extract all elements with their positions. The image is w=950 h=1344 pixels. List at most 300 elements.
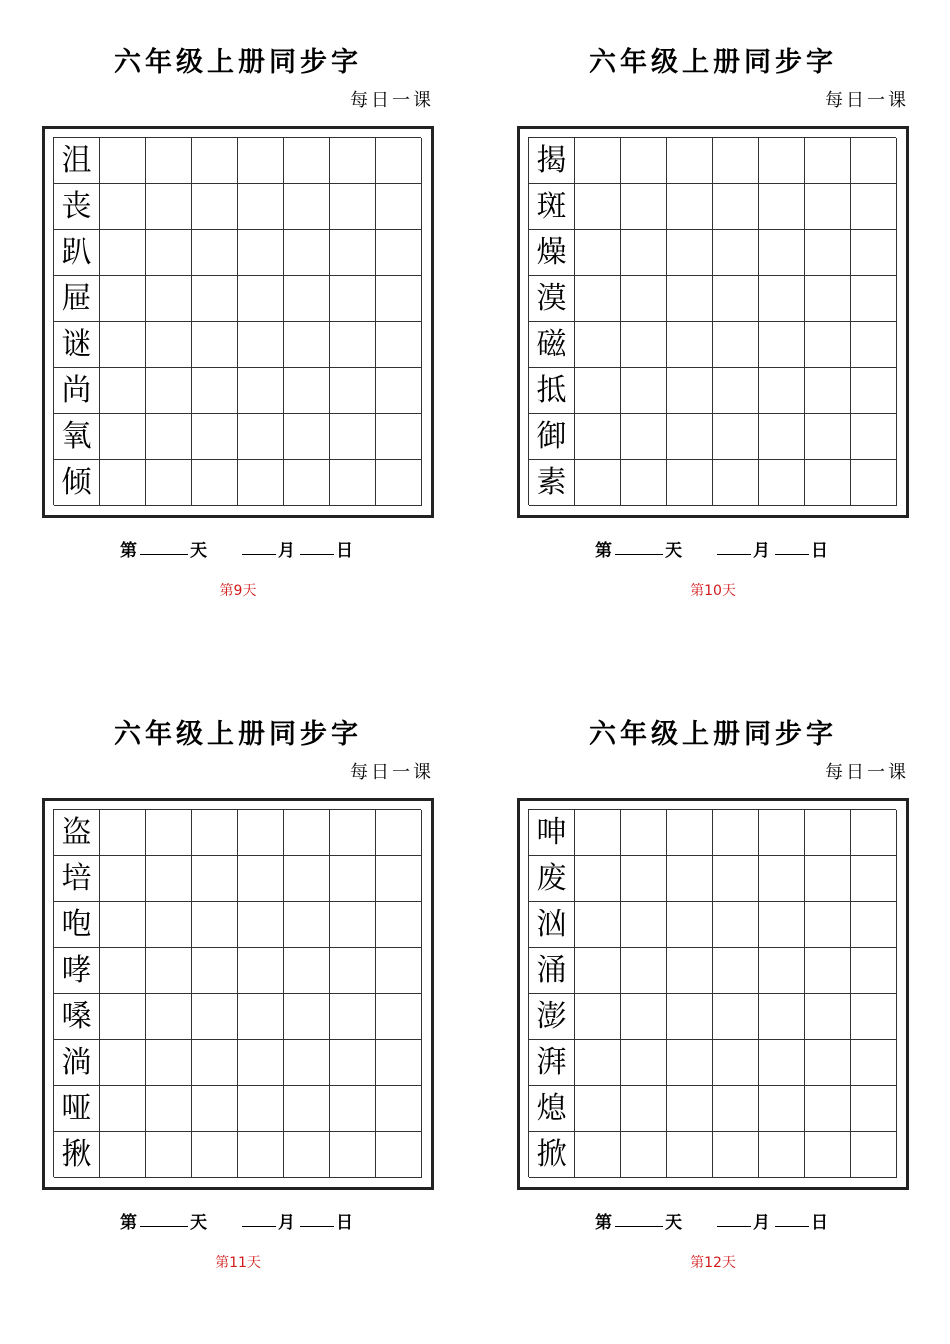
- practice-cell[interactable]: [759, 810, 805, 856]
- model-character: 沮: [54, 138, 100, 184]
- practice-cell[interactable]: [575, 810, 621, 856]
- day-label: 第11天: [215, 1255, 261, 1271]
- practice-cell[interactable]: [575, 856, 621, 902]
- practice-cell[interactable]: [376, 994, 422, 1040]
- practice-cell[interactable]: [330, 460, 376, 506]
- worksheet-day-10: [517, 0, 909, 620]
- practice-cell[interactable]: [146, 276, 192, 322]
- practice-cell[interactable]: [851, 1086, 897, 1132]
- practice-cell[interactable]: [621, 138, 667, 184]
- practice-cell[interactable]: [851, 994, 897, 1040]
- practice-cell[interactable]: [759, 322, 805, 368]
- date-label: 日: [811, 1213, 828, 1233]
- practice-cell[interactable]: [621, 230, 667, 276]
- practice-cell[interactable]: [238, 414, 284, 460]
- practice-cell[interactable]: [575, 368, 621, 414]
- practice-cell[interactable]: [851, 414, 897, 460]
- practice-cell[interactable]: [100, 902, 146, 948]
- model-character: 抵: [529, 368, 575, 414]
- day-prefix: 第: [120, 541, 137, 561]
- date-blank: [300, 536, 334, 555]
- practice-cell[interactable]: [146, 460, 192, 506]
- practice-cell[interactable]: [759, 368, 805, 414]
- practice-cell[interactable]: [759, 414, 805, 460]
- practice-cell[interactable]: [667, 856, 713, 902]
- practice-cell[interactable]: [667, 1086, 713, 1132]
- model-character: 熄: [529, 1086, 575, 1132]
- practice-cell[interactable]: [330, 810, 376, 856]
- model-character: 掀: [529, 1132, 575, 1178]
- practice-cell[interactable]: [192, 368, 238, 414]
- day-suffix: 天: [665, 541, 682, 561]
- date-blank: [300, 1208, 334, 1227]
- worksheet-day-9: [42, 0, 434, 620]
- practice-cell[interactable]: [100, 322, 146, 368]
- practice-cell[interactable]: [284, 184, 330, 230]
- practice-cell[interactable]: [621, 184, 667, 230]
- practice-cell[interactable]: [621, 368, 667, 414]
- sheet-title: 六年级上册同步字: [589, 719, 837, 750]
- practice-cell[interactable]: [575, 460, 621, 506]
- day-label: 第9天: [219, 583, 257, 599]
- practice-cell[interactable]: [805, 138, 851, 184]
- practice-cell[interactable]: [238, 184, 284, 230]
- month-blank: [717, 1208, 751, 1227]
- practice-cell[interactable]: [621, 276, 667, 322]
- practice-cell[interactable]: [284, 276, 330, 322]
- practice-cell[interactable]: [575, 902, 621, 948]
- practice-cell[interactable]: [621, 1086, 667, 1132]
- practice-cell[interactable]: [575, 138, 621, 184]
- practice-cell[interactable]: [192, 902, 238, 948]
- practice-cell[interactable]: [330, 184, 376, 230]
- practice-cell[interactable]: [667, 902, 713, 948]
- practice-cell[interactable]: [759, 994, 805, 1040]
- practice-cell[interactable]: [376, 322, 422, 368]
- practice-cell[interactable]: [376, 414, 422, 460]
- model-character: 哑: [54, 1086, 100, 1132]
- day-label: 第10天: [690, 583, 736, 599]
- practice-cell[interactable]: [575, 184, 621, 230]
- practice-cell[interactable]: [284, 1086, 330, 1132]
- practice-grid-frame: [42, 126, 434, 518]
- practice-cell[interactable]: [713, 368, 759, 414]
- practice-cell[interactable]: [575, 276, 621, 322]
- practice-cell[interactable]: [284, 368, 330, 414]
- practice-grid: [53, 137, 421, 505]
- practice-cell[interactable]: [100, 184, 146, 230]
- practice-cell[interactable]: [667, 138, 713, 184]
- practice-cell[interactable]: [146, 810, 192, 856]
- practice-cell[interactable]: [713, 1040, 759, 1086]
- model-character: 湃: [529, 1040, 575, 1086]
- model-character: 倾: [54, 460, 100, 506]
- practice-cell[interactable]: [759, 1086, 805, 1132]
- practice-cell[interactable]: [713, 994, 759, 1040]
- practice-cell[interactable]: [146, 1086, 192, 1132]
- practice-cell[interactable]: [713, 184, 759, 230]
- practice-cell[interactable]: [192, 994, 238, 1040]
- practice-cell[interactable]: [376, 856, 422, 902]
- practice-cell[interactable]: [330, 138, 376, 184]
- practice-cell[interactable]: [100, 810, 146, 856]
- practice-cell[interactable]: [759, 184, 805, 230]
- day-blank: [615, 536, 663, 555]
- practice-cell[interactable]: [805, 810, 851, 856]
- practice-cell[interactable]: [100, 1040, 146, 1086]
- practice-cell[interactable]: [667, 460, 713, 506]
- practice-cell[interactable]: [192, 230, 238, 276]
- model-character: 屉: [54, 276, 100, 322]
- date-blank: [775, 1208, 809, 1227]
- practice-cell[interactable]: [759, 856, 805, 902]
- practice-cell[interactable]: [284, 138, 330, 184]
- practice-cell[interactable]: [284, 902, 330, 948]
- practice-cell[interactable]: [667, 276, 713, 322]
- practice-cell[interactable]: [100, 948, 146, 994]
- day-blank: [615, 1208, 663, 1227]
- practice-cell[interactable]: [621, 856, 667, 902]
- practice-cell[interactable]: [805, 1086, 851, 1132]
- practice-cell[interactable]: [192, 948, 238, 994]
- practice-cell[interactable]: [805, 184, 851, 230]
- practice-grid: [528, 809, 896, 1177]
- day-suffix: 天: [190, 541, 207, 561]
- practice-cell[interactable]: [330, 414, 376, 460]
- practice-cell[interactable]: [330, 276, 376, 322]
- month-label: 月: [753, 541, 770, 561]
- model-character: 素: [529, 460, 575, 506]
- practice-cell[interactable]: [667, 368, 713, 414]
- practice-cell[interactable]: [713, 460, 759, 506]
- practice-cell[interactable]: [238, 948, 284, 994]
- model-character: 涌: [529, 948, 575, 994]
- date-label: 日: [336, 1213, 353, 1233]
- practice-cell[interactable]: [238, 368, 284, 414]
- practice-cell[interactable]: [805, 902, 851, 948]
- worksheet-day-12: [517, 672, 909, 1292]
- worksheet-day-11: [42, 672, 434, 1292]
- month-label: 月: [278, 541, 295, 561]
- practice-cell[interactable]: [330, 902, 376, 948]
- practice-cell[interactable]: [621, 1132, 667, 1178]
- practice-cell[interactable]: [192, 460, 238, 506]
- practice-cell[interactable]: [376, 810, 422, 856]
- model-character: 嗓: [54, 994, 100, 1040]
- practice-cell[interactable]: [851, 1040, 897, 1086]
- practice-cell[interactable]: [759, 276, 805, 322]
- sheet-title: 六年级上册同步字: [589, 47, 837, 78]
- practice-cell[interactable]: [805, 368, 851, 414]
- practice-cell[interactable]: [621, 994, 667, 1040]
- practice-cell[interactable]: [851, 948, 897, 994]
- practice-cell[interactable]: [667, 230, 713, 276]
- practice-cell[interactable]: [667, 810, 713, 856]
- practice-cell[interactable]: [805, 856, 851, 902]
- day-prefix: 第: [595, 541, 612, 561]
- practice-cell[interactable]: [376, 1040, 422, 1086]
- model-character: 丧: [54, 184, 100, 230]
- practice-cell[interactable]: [238, 460, 284, 506]
- practice-cell[interactable]: [667, 1132, 713, 1178]
- sheet-subtitle: 每日一课: [350, 90, 434, 111]
- practice-cell[interactable]: [192, 138, 238, 184]
- sheet-subtitle: 每日一课: [350, 762, 434, 783]
- model-character: 御: [529, 414, 575, 460]
- practice-cell[interactable]: [713, 138, 759, 184]
- model-character: 汹: [529, 902, 575, 948]
- practice-cell[interactable]: [759, 460, 805, 506]
- model-character: 尚: [54, 368, 100, 414]
- practice-cell[interactable]: [575, 1132, 621, 1178]
- practice-cell[interactable]: [238, 856, 284, 902]
- practice-cell[interactable]: [100, 994, 146, 1040]
- practice-cell[interactable]: [621, 902, 667, 948]
- practice-cell[interactable]: [238, 276, 284, 322]
- practice-cell[interactable]: [376, 902, 422, 948]
- practice-cell[interactable]: [575, 1086, 621, 1132]
- practice-cell[interactable]: [284, 1040, 330, 1086]
- practice-cell[interactable]: [575, 948, 621, 994]
- practice-cell[interactable]: [575, 322, 621, 368]
- practice-grid-frame: [42, 798, 434, 1190]
- practice-cell[interactable]: [621, 1040, 667, 1086]
- day-blank: [140, 1208, 188, 1227]
- practice-cell[interactable]: [713, 1086, 759, 1132]
- practice-cell[interactable]: [284, 856, 330, 902]
- practice-cell[interactable]: [100, 1132, 146, 1178]
- practice-grid: [528, 137, 896, 505]
- model-character: 培: [54, 856, 100, 902]
- practice-cell[interactable]: [376, 1086, 422, 1132]
- model-character: 趴: [54, 230, 100, 276]
- practice-grid-frame: [517, 798, 909, 1190]
- practice-cell[interactable]: [238, 810, 284, 856]
- model-character: 哮: [54, 948, 100, 994]
- practice-cell[interactable]: [759, 902, 805, 948]
- practice-cell[interactable]: [284, 994, 330, 1040]
- model-character: 漠: [529, 276, 575, 322]
- practice-cell[interactable]: [330, 948, 376, 994]
- month-blank: [242, 536, 276, 555]
- month-label: 月: [753, 1213, 770, 1233]
- practice-cell[interactable]: [851, 1132, 897, 1178]
- date-label: 日: [811, 541, 828, 561]
- practice-cell[interactable]: [667, 1040, 713, 1086]
- practice-cell[interactable]: [376, 1132, 422, 1178]
- practice-cell[interactable]: [376, 460, 422, 506]
- practice-cell[interactable]: [146, 414, 192, 460]
- practice-cell[interactable]: [146, 856, 192, 902]
- practice-cell[interactable]: [330, 994, 376, 1040]
- practice-cell[interactable]: [146, 184, 192, 230]
- practice-cell[interactable]: [713, 276, 759, 322]
- practice-cell[interactable]: [376, 276, 422, 322]
- model-character: 废: [529, 856, 575, 902]
- practice-cell[interactable]: [284, 414, 330, 460]
- practice-cell[interactable]: [284, 460, 330, 506]
- date-label: 日: [336, 541, 353, 561]
- practice-cell[interactable]: [713, 902, 759, 948]
- practice-cell[interactable]: [238, 230, 284, 276]
- practice-cell[interactable]: [284, 230, 330, 276]
- practice-cell[interactable]: [376, 184, 422, 230]
- practice-cell[interactable]: [146, 994, 192, 1040]
- practice-cell[interactable]: [376, 138, 422, 184]
- practice-cell[interactable]: [192, 810, 238, 856]
- practice-cell[interactable]: [667, 994, 713, 1040]
- practice-cell[interactable]: [330, 1132, 376, 1178]
- practice-cell[interactable]: [851, 138, 897, 184]
- practice-cell[interactable]: [238, 1086, 284, 1132]
- practice-cell[interactable]: [759, 138, 805, 184]
- practice-cell[interactable]: [192, 276, 238, 322]
- practice-cell[interactable]: [330, 230, 376, 276]
- practice-cell[interactable]: [146, 948, 192, 994]
- practice-cell[interactable]: [713, 856, 759, 902]
- practice-cell[interactable]: [713, 1132, 759, 1178]
- practice-cell[interactable]: [713, 322, 759, 368]
- model-character: 盗: [54, 810, 100, 856]
- practice-cell[interactable]: [759, 1040, 805, 1086]
- practice-cell[interactable]: [100, 460, 146, 506]
- practice-cell[interactable]: [238, 1040, 284, 1086]
- practice-cell[interactable]: [851, 460, 897, 506]
- month-blank: [242, 1208, 276, 1227]
- practice-cell[interactable]: [805, 1132, 851, 1178]
- practice-cell[interactable]: [667, 948, 713, 994]
- practice-cell[interactable]: [575, 230, 621, 276]
- practice-cell[interactable]: [238, 994, 284, 1040]
- date-blank: [775, 536, 809, 555]
- practice-cell[interactable]: [575, 1040, 621, 1086]
- model-character: 燥: [529, 230, 575, 276]
- practice-cell[interactable]: [146, 230, 192, 276]
- practice-cell[interactable]: [621, 810, 667, 856]
- month-blank: [717, 536, 751, 555]
- practice-cell[interactable]: [851, 902, 897, 948]
- practice-cell[interactable]: [238, 1132, 284, 1178]
- sheet-title: 六年级上册同步字: [114, 719, 362, 750]
- practice-cell[interactable]: [192, 1086, 238, 1132]
- practice-cell[interactable]: [667, 322, 713, 368]
- practice-cell[interactable]: [100, 1086, 146, 1132]
- practice-cell[interactable]: [330, 368, 376, 414]
- practice-cell[interactable]: [238, 322, 284, 368]
- practice-cell[interactable]: [759, 948, 805, 994]
- practice-cell[interactable]: [100, 856, 146, 902]
- practice-cell[interactable]: [851, 322, 897, 368]
- practice-cell[interactable]: [667, 414, 713, 460]
- practice-cell[interactable]: [376, 368, 422, 414]
- practice-cell[interactable]: [330, 1040, 376, 1086]
- practice-cell[interactable]: [759, 230, 805, 276]
- practice-cell[interactable]: [284, 1132, 330, 1178]
- practice-cell[interactable]: [805, 322, 851, 368]
- practice-cell[interactable]: [805, 230, 851, 276]
- model-character: 呻: [529, 810, 575, 856]
- practice-cell[interactable]: [376, 230, 422, 276]
- sheet-subtitle: 每日一课: [825, 90, 909, 111]
- practice-cell[interactable]: [192, 1040, 238, 1086]
- practice-cell[interactable]: [621, 948, 667, 994]
- practice-cell[interactable]: [805, 460, 851, 506]
- practice-cell[interactable]: [330, 1086, 376, 1132]
- day-prefix: 第: [120, 1213, 137, 1233]
- practice-grid: [53, 809, 421, 1177]
- practice-cell[interactable]: [100, 414, 146, 460]
- practice-cell[interactable]: [851, 810, 897, 856]
- practice-cell[interactable]: [284, 948, 330, 994]
- practice-cell[interactable]: [192, 184, 238, 230]
- practice-cell[interactable]: [805, 276, 851, 322]
- practice-cell[interactable]: [330, 322, 376, 368]
- practice-cell[interactable]: [805, 414, 851, 460]
- practice-cell[interactable]: [667, 184, 713, 230]
- model-character: 谜: [54, 322, 100, 368]
- sheet-title: 六年级上册同步字: [114, 47, 362, 78]
- practice-grid-frame: [517, 126, 909, 518]
- practice-cell[interactable]: [851, 230, 897, 276]
- practice-cell[interactable]: [759, 1132, 805, 1178]
- practice-cell[interactable]: [192, 856, 238, 902]
- practice-cell[interactable]: [713, 810, 759, 856]
- practice-cell[interactable]: [805, 994, 851, 1040]
- model-character: 咆: [54, 902, 100, 948]
- practice-cell[interactable]: [192, 1132, 238, 1178]
- practice-cell[interactable]: [100, 138, 146, 184]
- practice-cell[interactable]: [621, 414, 667, 460]
- practice-cell[interactable]: [192, 414, 238, 460]
- practice-cell[interactable]: [851, 276, 897, 322]
- model-character: 氧: [54, 414, 100, 460]
- model-character: 斑: [529, 184, 575, 230]
- practice-cell[interactable]: [192, 322, 238, 368]
- practice-cell[interactable]: [146, 138, 192, 184]
- practice-cell[interactable]: [284, 322, 330, 368]
- practice-cell[interactable]: [146, 322, 192, 368]
- practice-cell[interactable]: [146, 1040, 192, 1086]
- sheet-subtitle: 每日一课: [825, 762, 909, 783]
- practice-cell[interactable]: [238, 138, 284, 184]
- practice-cell[interactable]: [146, 902, 192, 948]
- practice-cell[interactable]: [851, 368, 897, 414]
- practice-cell[interactable]: [146, 368, 192, 414]
- practice-cell[interactable]: [851, 184, 897, 230]
- practice-cell[interactable]: [100, 368, 146, 414]
- practice-cell[interactable]: [713, 948, 759, 994]
- practice-cell[interactable]: [621, 460, 667, 506]
- practice-cell[interactable]: [805, 1040, 851, 1086]
- practice-cell[interactable]: [575, 994, 621, 1040]
- practice-cell[interactable]: [621, 322, 667, 368]
- practice-cell[interactable]: [100, 276, 146, 322]
- practice-cell[interactable]: [851, 856, 897, 902]
- day-prefix: 第: [595, 1213, 612, 1233]
- model-character: 磁: [529, 322, 575, 368]
- practice-cell[interactable]: [713, 414, 759, 460]
- practice-cell[interactable]: [713, 230, 759, 276]
- practice-cell[interactable]: [284, 810, 330, 856]
- practice-cell[interactable]: [238, 902, 284, 948]
- practice-cell[interactable]: [805, 948, 851, 994]
- practice-cell[interactable]: [146, 1132, 192, 1178]
- day-suffix: 天: [190, 1213, 207, 1233]
- practice-cell[interactable]: [575, 414, 621, 460]
- practice-cell[interactable]: [330, 856, 376, 902]
- practice-cell[interactable]: [100, 230, 146, 276]
- practice-cell[interactable]: [376, 948, 422, 994]
